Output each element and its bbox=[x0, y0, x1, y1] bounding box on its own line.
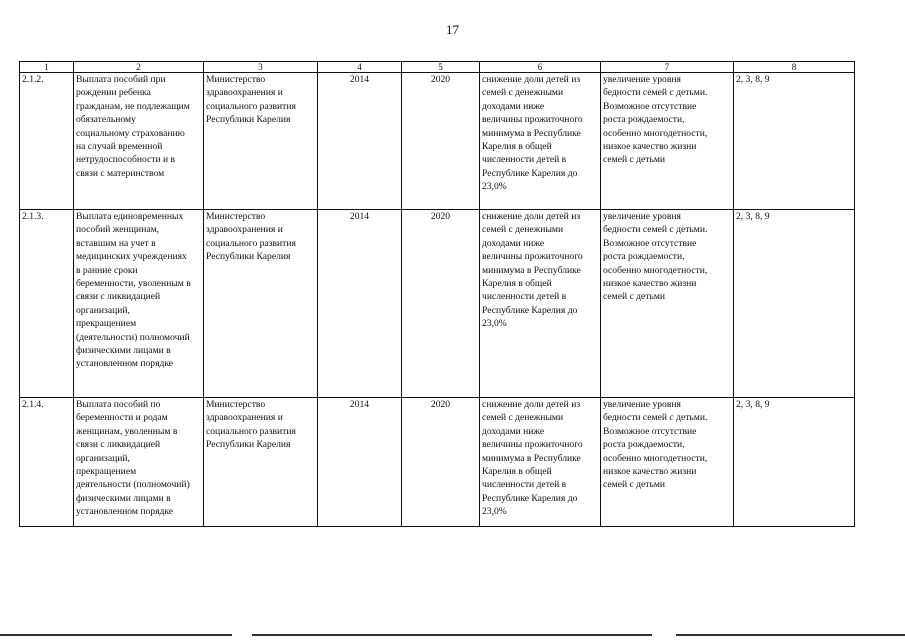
scan-edge-right bbox=[676, 634, 905, 636]
page-number: 17 bbox=[446, 22, 459, 37]
column-header: 6 bbox=[480, 62, 601, 73]
scan-edge-middle bbox=[252, 634, 652, 636]
related-indicators: 2, 3, 8, 9 bbox=[734, 398, 855, 527]
table-header-row bbox=[20, 62, 855, 73]
program-measures-table bbox=[19, 61, 855, 527]
column-header: 1 bbox=[20, 62, 74, 73]
expected-result: снижение доли детей из семей с денежными доходами ниже величины прожиточного минимума в Республике Карелия в общей численности детей в Республике Карелия до 23,0% bbox=[480, 73, 601, 210]
related-indicators: 2, 3, 8, 9 bbox=[734, 73, 855, 210]
non-implementation-consequences: увеличение уровня бедности семей с детьми. Возможное отсутствие роста рождаемости, особенно многодетности, низкое качество жизни семей с детьми bbox=[601, 210, 734, 398]
measure-code: 2.1.2. bbox=[20, 73, 74, 210]
end-year: 2020 bbox=[402, 73, 480, 210]
measure-executor: Министерство здравоохранения и социального развития Республики Карелия bbox=[204, 398, 318, 527]
column-header: 8 bbox=[734, 62, 855, 73]
measure-code: 2.1.3. bbox=[20, 210, 74, 398]
column-header: 4 bbox=[318, 62, 402, 73]
end-year: 2020 bbox=[402, 398, 480, 527]
column-header: 3 bbox=[204, 62, 318, 73]
table-row bbox=[20, 73, 855, 210]
table-row bbox=[20, 210, 855, 398]
non-implementation-consequences: увеличение уровня бедности семей с детьми. Возможное отсутствие роста рождаемости, особенно многодетности, низкое качество жизни семей с детьми bbox=[601, 398, 734, 527]
measure-name: Выплата единовременных пособий женщинам, вставшим на учет в медицинских учреждениях в ранние сроки беременности, уволенным в связи с ликвидацией организаций, прекращением (деятельности) полномочий физическими лицами в установленном порядке bbox=[74, 210, 204, 398]
measure-name: Выплата пособий при рождении ребенка гражданам, не подлежащим обязательному социальному страхованию на случай временной нетрудоспособности и в связи с материнством bbox=[74, 73, 204, 210]
scan-edge-left bbox=[0, 634, 232, 636]
measure-code: 2.1.4. bbox=[20, 398, 74, 527]
measure-executor: Министерство здравоохранения и социального развития Республики Карелия bbox=[204, 73, 318, 210]
start-year: 2014 bbox=[318, 398, 402, 527]
expected-result: снижение доли детей из семей с денежными доходами ниже величины прожиточного минимума в Республике Карелия в общей численности детей в Республике Карелия до 23,0% bbox=[480, 210, 601, 398]
start-year: 2014 bbox=[318, 210, 402, 398]
start-year: 2014 bbox=[318, 73, 402, 210]
table-row bbox=[20, 398, 855, 527]
measure-executor: Министерство здравоохранения и социального развития Республики Карелия bbox=[204, 210, 318, 398]
end-year: 2020 bbox=[402, 210, 480, 398]
column-header: 2 bbox=[74, 62, 204, 73]
related-indicators: 2, 3, 8, 9 bbox=[734, 210, 855, 398]
measure-name: Выплата пособий по беременности и родам женщинам, уволенным в связи с ликвидацией организаций, прекращением деятельности (полномочий) физическими лицами в установленном порядке bbox=[74, 398, 204, 527]
expected-result: снижение доли детей из семей с денежными доходами ниже величины прожиточного минимума в Республике Карелия в общей численности детей в Республике Карелия до 23,0% bbox=[480, 398, 601, 527]
column-header: 7 bbox=[601, 62, 734, 73]
column-header: 5 bbox=[402, 62, 480, 73]
non-implementation-consequences: увеличение уровня бедности семей с детьми. Возможное отсутствие роста рождаемости, особенно многодетности, низкое качество жизни семей с детьми bbox=[601, 73, 734, 210]
